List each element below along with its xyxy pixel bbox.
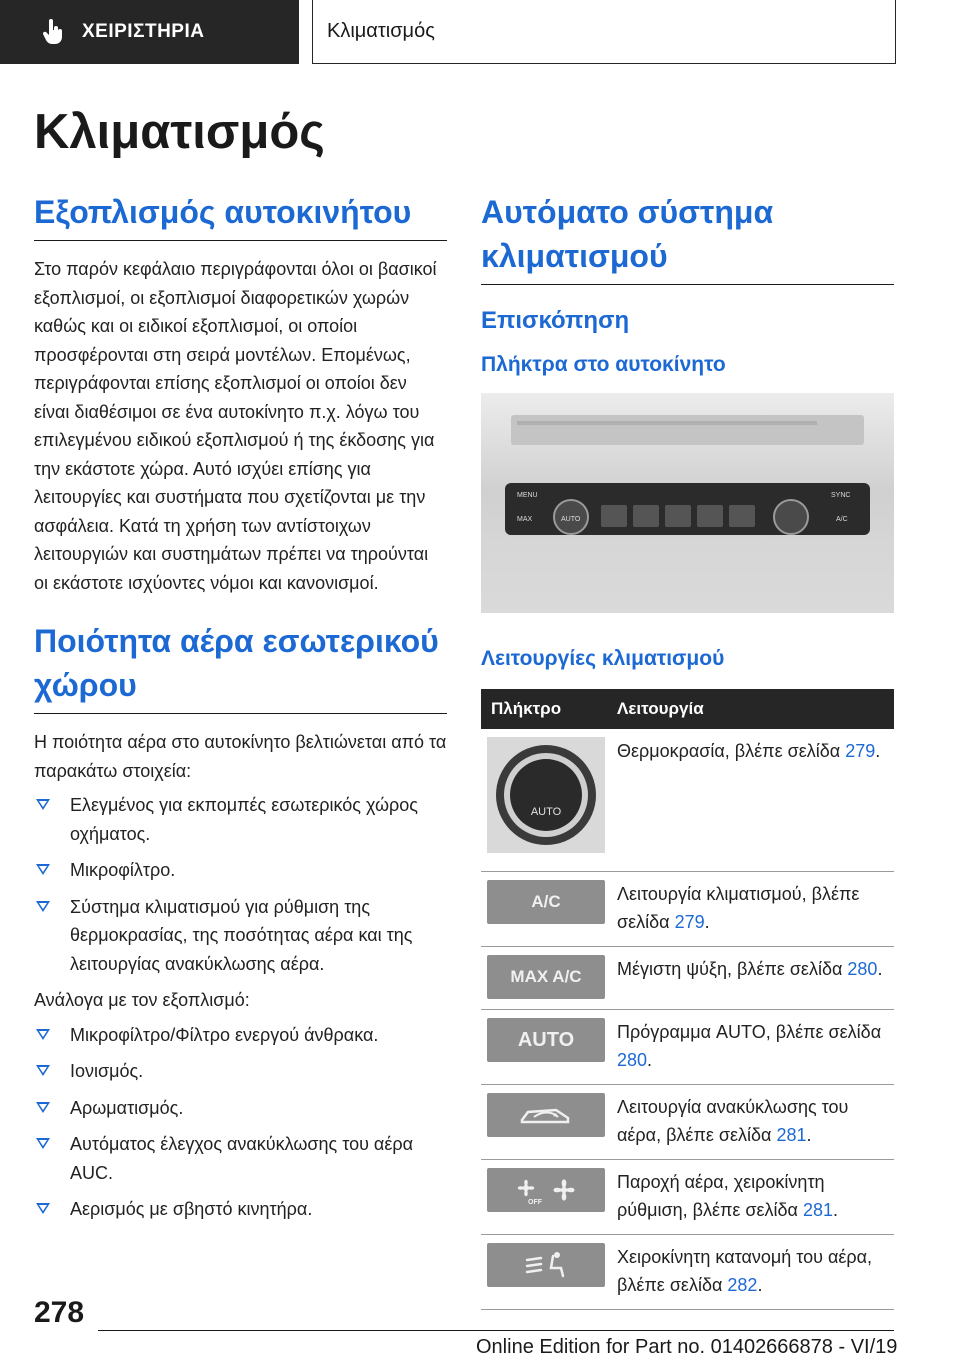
climate-panel-illustration bbox=[481, 393, 894, 613]
page-link[interactable]: 281 bbox=[802, 1200, 834, 1220]
table-row: MAX A/C Μέγιστη ψύξη, βλέπε σελίδα 280. bbox=[481, 947, 894, 1010]
right-column bbox=[481, 190, 894, 1310]
section-divider bbox=[34, 240, 447, 241]
photo-label-auto: AUTO bbox=[561, 516, 581, 523]
table-row: OFF Παροχή αέρα, χειροκίνητη ρύθμιση, βλέπε σελίδα 281. bbox=[481, 1160, 894, 1235]
climate-panel-photo bbox=[481, 393, 894, 613]
fan-icon bbox=[487, 1168, 605, 1212]
list-item: Ελεγμένος για εκπομπές εσωτερικός χώρος οχήματος. bbox=[34, 791, 447, 848]
table-row: A/C Λειτουργία κλιματισμού, βλέπε σελίδα 279. bbox=[481, 872, 894, 947]
section-air-quality-title: Ποιότητα αέρα εσωτερικού χώρου bbox=[34, 623, 439, 703]
page-link[interactable]: 282 bbox=[727, 1275, 758, 1295]
page-link[interactable]: 280 bbox=[617, 1050, 648, 1070]
section-divider bbox=[34, 713, 447, 714]
page-link[interactable]: 281 bbox=[776, 1125, 807, 1145]
photo-label-ac: A/C bbox=[836, 516, 848, 523]
bullet-triangle-icon bbox=[36, 1029, 50, 1040]
equipment-dependent-list bbox=[34, 1021, 447, 1224]
table-header-row bbox=[481, 689, 894, 729]
photo-label-menu: MENU bbox=[517, 492, 538, 499]
max-ac-button-icon: MAX A/C bbox=[487, 955, 605, 999]
page-link[interactable]: 279 bbox=[674, 912, 705, 932]
overview-subtitle: Επισκόπηση bbox=[481, 307, 630, 334]
list-item: Μικροφίλτρο/Φίλτρο ενεργού άνθρακα. bbox=[34, 1021, 447, 1050]
functions-table bbox=[481, 689, 894, 1310]
footer-divider bbox=[98, 1330, 894, 1331]
list-item: Αρωματισμός. bbox=[34, 1094, 447, 1123]
page-link[interactable]: 280 bbox=[847, 959, 878, 979]
buttons-subtitle: Πλήκτρα στο αυτοκίνητο bbox=[481, 353, 726, 376]
table-row: Λειτουργία ανακύκλωσης του αέρα, βλέπε σελίδα 281. bbox=[481, 1085, 894, 1160]
section-equipment-text: Στο παρόν κεφάλαιο περιγράφονται όλοι οι βασικοί εξοπλισμοί, οι εξοπλισμοί διαφορετικών χωρών καθώς και οι ειδικοί εξοπλισμοί, οι οποίοι προσφέρονται στη σειρά μοντέλων. Επομένως, περιγράφονται επίσης εξοπλισμοί οι οποίοι δεν είναι διαθέσιμοι σε ένα αυτοκίνητο π.χ. λόγω του επιλεγμένου ειδικού εξοπλισμού ή της έκδοσης για την εκάστοτε χώρα. Αυτό ισχύει επίσης για λειτουργίες και συστήματα που σχετίζονται με την ασφάλεια. Κατά τη χρήση των αντίστοιχων λειτουργιών και συστημάτων πρέπει να τηρούνται οι εκάστοτε ισχύοντες νόμοι και κανονισμοί. bbox=[34, 259, 437, 593]
header-function: Λειτουργία bbox=[611, 689, 894, 729]
bullet-triangle-icon bbox=[36, 864, 50, 875]
list-item: Αυτόματος έλεγχος ανακύκλωσης του αέρα AUC. bbox=[34, 1130, 447, 1187]
section-divider bbox=[481, 284, 894, 285]
bullet-triangle-icon bbox=[36, 1102, 50, 1113]
edition-note: Online Edition for Part no. 01402666878 - VI/19 bbox=[476, 1336, 898, 1358]
table-row: Χειροκίνητη κατανομή του αέρα, βλέπε σελίδα 282. bbox=[481, 1235, 894, 1310]
section-equipment-title: Εξοπλισμός αυτοκινήτου bbox=[34, 194, 412, 230]
hand-pointer-icon bbox=[42, 19, 64, 45]
list-item: Σύστημα κλιματισμού για ρύθμιση της θερμοκρασίας, της ποσότητας αέρα και της λειτουργίας ανακύκλωσης αέρα. bbox=[34, 893, 447, 979]
left-column bbox=[34, 190, 447, 1232]
equipment-dependent-intro: Ανάλογα με τον εξοπλισμό: bbox=[34, 990, 250, 1010]
svg-text:OFF: OFF bbox=[528, 1199, 542, 1206]
seated-person-airflow-icon bbox=[521, 1250, 571, 1280]
svg-text:AUTO: AUTO bbox=[530, 806, 562, 818]
list-item: Ιονισμός. bbox=[34, 1057, 447, 1086]
recirculation-icon bbox=[487, 1093, 605, 1137]
page-number: 278 bbox=[34, 1296, 85, 1329]
air-quality-list bbox=[34, 791, 447, 978]
header-key: Πλήκτρο bbox=[481, 689, 611, 729]
photo-label-sync: SYNC bbox=[831, 492, 851, 499]
bullet-triangle-icon bbox=[36, 901, 50, 912]
bullet-triangle-icon bbox=[36, 1203, 50, 1214]
chapter-tab[interactable] bbox=[0, 0, 299, 64]
list-item: Αερισμός με σβηστό κινητήρα. bbox=[34, 1195, 447, 1224]
chapter-tab-label: ΧΕΙΡΙΣΤΗΡΙΑ bbox=[82, 21, 205, 42]
fan-speed-icon bbox=[506, 1173, 586, 1207]
section-auto-ac-title: Αυτόματο σύστημα κλιματισμού bbox=[481, 194, 774, 274]
table-row: AUTO Θερμοκρασία, βλέπε σελίδα 279. bbox=[481, 729, 894, 872]
table-row: AUTO Πρόγραμμα AUTO, βλέπε σελίδα 280. bbox=[481, 1010, 894, 1085]
bullet-triangle-icon bbox=[36, 1065, 50, 1076]
temperature-dial-icon bbox=[487, 737, 605, 853]
bullet-triangle-icon bbox=[36, 799, 50, 810]
page-title: Κλιματισμός bbox=[34, 105, 325, 159]
list-item: Μικροφίλτρο. bbox=[34, 856, 447, 885]
ac-button-icon: A/C bbox=[487, 880, 605, 924]
breadcrumb-label: Κλιματισμός bbox=[327, 20, 435, 42]
auto-button-icon: AUTO bbox=[487, 1018, 605, 1062]
air-distribution-icon bbox=[487, 1243, 605, 1287]
photo-label-max: MAX bbox=[517, 516, 533, 523]
breadcrumb bbox=[312, 0, 896, 64]
car-recirculation-icon bbox=[516, 1100, 576, 1130]
page-link[interactable]: 279 bbox=[845, 741, 876, 761]
bullet-triangle-icon bbox=[36, 1138, 50, 1149]
functions-subtitle: Λειτουργίες κλιματισμού bbox=[481, 647, 725, 670]
air-quality-intro: Η ποιότητα αέρα στο αυτοκίνητο βελτιώνεται από τα παρακάτω στοιχεία: bbox=[34, 732, 447, 781]
